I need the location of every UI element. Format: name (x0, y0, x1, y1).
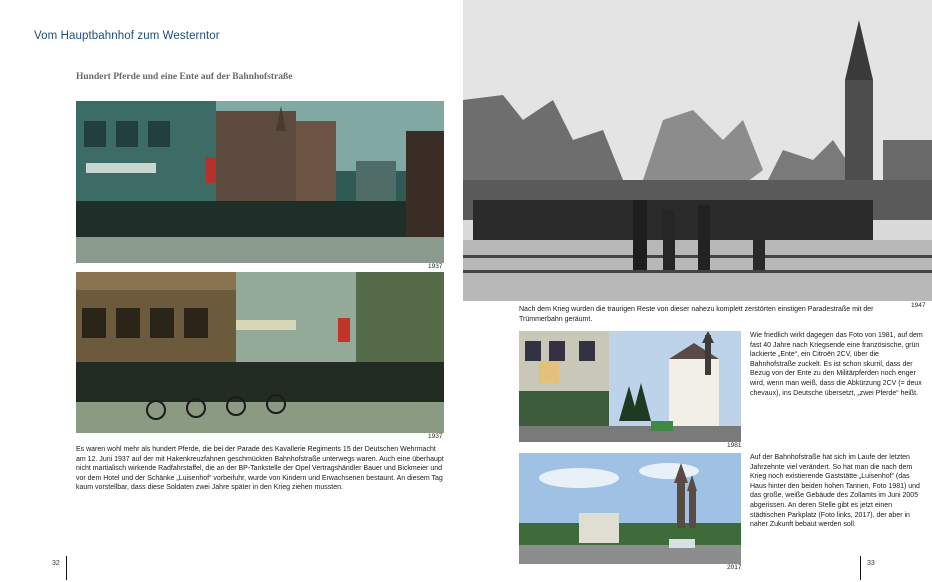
photo-1947-year: 1947 (911, 302, 926, 309)
right-page (463, 0, 932, 582)
photo-2017-year: 2017 (727, 564, 742, 571)
photo-1981-caption: Wie friedlich wirkt dagegen das Foto von 1981, auf dem fast 40 Jahre nach Kriegsende eine französische, grün lackierte „Ente“, ein Citroën 2CV, über die Bahnhofstraße zuckelt. Es ist schon skurril, dass der Bezug von der Ente zu den Militärpferden noch enger wird, wenn man weiß, dass die Abkürzung 2CV (= deux chevaux), ins Deutsche übersetzt, „zwei Pferde“ heißt. (750, 332, 923, 397)
photo2-year: 1937 (428, 433, 443, 440)
left-caption: Es waren wohl mehr als hundert Pferde, die bei der Parade des Kavallerie Regiments 15 der Deutschen Wehrmacht am 12. Juni 1937 auf der mit Hakenkreuzfahnen geschmückten Bahnhofstraße unterwegs waren. Auch eine überhaupt nicht martialisch wirkende Radfahrstaffel, die an der BP-Tankstelle der Opel Vertragshändler Bauer und Bickmeier und vor dem Hotel und der Schänke „Luisenhof“ vorbeifuhr, wurde von Kindern und Erwachsenen bestaunt. An diesem Tag kaum vorstellbar, dass diese Soldaten zwei Jahre später in den Krieg ziehen mussten. (76, 446, 444, 492)
page-rule-right (860, 556, 861, 580)
photo-bicycle-squadron-1937 (76, 272, 444, 433)
photo-parking-2017 (519, 453, 741, 564)
page-number-left: 32 (52, 560, 60, 567)
left-page (0, 0, 463, 582)
photo-cavalry-parade-1937 (76, 101, 444, 263)
chapter-title: Vom Hauptbahnhof zum Westerntor (34, 30, 220, 42)
photo-ruins-1947 (463, 0, 932, 301)
photo1-year: 1937 (428, 263, 443, 270)
photo-1981-year: 1981 (727, 442, 742, 449)
photo-1947-caption: Nach dem Krieg wurden die traurigen Reste von dieser nahezu komplett zerstörten einstigen Paradestraße mit der Trümmerbahn geräumt. (519, 306, 874, 323)
photo-2017-caption: Auf der Bahnhofstraße hat sich im Laufe der letzten Jahrzehnte viel verändert. So hat man die nach dem Krieg noch existierende Gaststätte „Luisenhof“ (das Haus hinter den beiden hohen Tannen, Foto 1981) und das große, weiße Gebäude des Zollamts im Juni 2005 abgerissen. An deren Stelle gibt es jetzt einen städtischen Parkplatz (Foto links, 2017), der aber in naher Zukunft bebaut werden soll. (750, 454, 920, 529)
photo-street-1981 (519, 331, 741, 442)
page-rule-left (66, 556, 67, 580)
page-number-right: 33 (867, 560, 875, 567)
section-title: Hundert Pferde und eine Ente auf der Bahnhofstraße (76, 72, 293, 82)
